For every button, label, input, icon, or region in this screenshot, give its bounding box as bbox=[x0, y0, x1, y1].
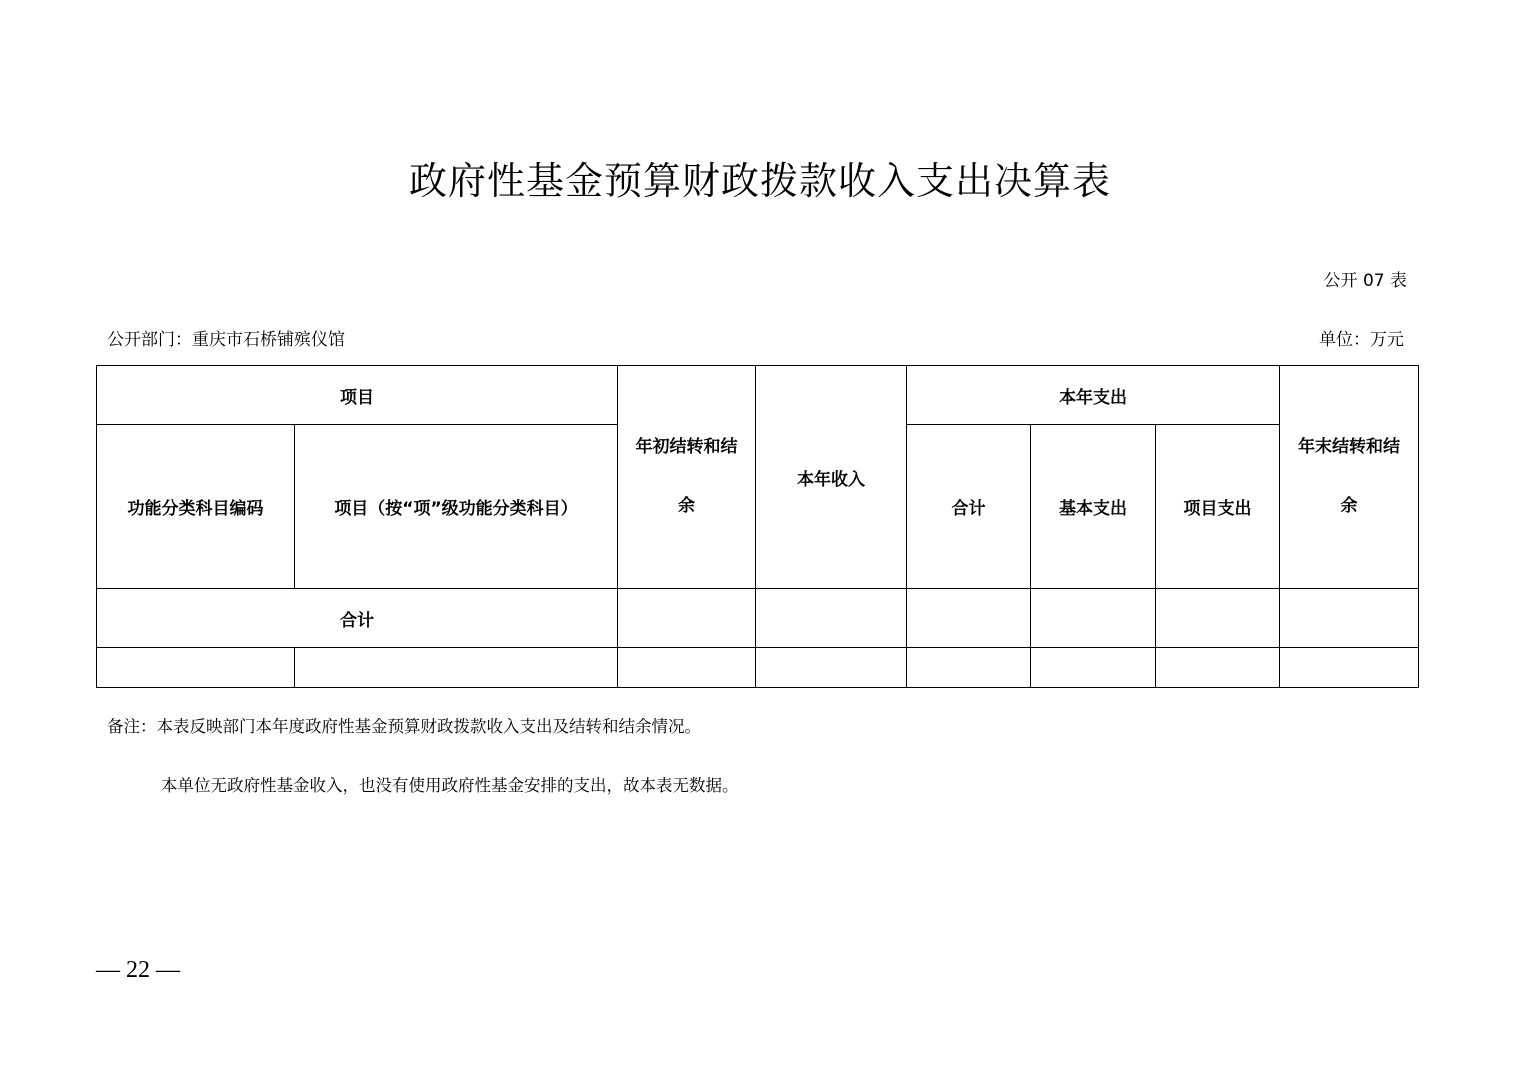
header-item-name: 项目（按“项”级功能分类科目） bbox=[295, 425, 618, 589]
header-code: 功能分类科目编码 bbox=[97, 425, 295, 589]
budget-table bbox=[96, 365, 1419, 688]
header-closing-balance-line1: 年末结转和结 bbox=[1298, 437, 1400, 457]
header-expense-group: 本年支出 bbox=[907, 366, 1280, 425]
unit-label: 单位：万元 bbox=[1319, 330, 1404, 350]
row-basic-expense bbox=[1031, 648, 1156, 688]
header-item-group: 项目 bbox=[97, 366, 618, 425]
total-basic-expense bbox=[1031, 589, 1156, 648]
row-name bbox=[295, 648, 618, 688]
header-project-expense: 项目支出 bbox=[1156, 425, 1280, 589]
header-opening-balance bbox=[618, 366, 756, 589]
row-project-expense bbox=[1156, 648, 1280, 688]
total-label: 合计 bbox=[97, 589, 618, 648]
total-opening-balance bbox=[618, 589, 756, 648]
header-opening-balance-line1: 年初结转和结 bbox=[635, 437, 738, 457]
header-closing-balance bbox=[1280, 366, 1419, 589]
row-expense-total bbox=[907, 648, 1031, 688]
total-closing-balance bbox=[1280, 589, 1419, 648]
note-line-1: 备注：本表反映部门本年度政府性基金预算财政拨款收入支出及结转和结余情况。 bbox=[107, 717, 701, 736]
header-basic-expense: 基本支出 bbox=[1031, 425, 1156, 589]
document-title: 政府性基金预算财政拨款收入支出决算表 bbox=[408, 159, 1111, 203]
row-opening-balance bbox=[618, 648, 756, 688]
row-closing-balance bbox=[1280, 648, 1419, 688]
total-expense-total bbox=[907, 589, 1031, 648]
department-label: 公开部门：重庆市石桥铺殡仪馆 bbox=[107, 330, 345, 350]
note-line-2: 本单位无政府性基金收入，也没有使用政府性基金安排的支出，故本表无数据。 bbox=[161, 776, 739, 795]
total-project-expense bbox=[1156, 589, 1280, 648]
header-expense-total: 合计 bbox=[907, 425, 1031, 589]
page-number: — 22 — bbox=[96, 957, 180, 983]
row-code bbox=[97, 648, 295, 688]
header-closing-balance-line2: 余 bbox=[1340, 496, 1358, 516]
row-income bbox=[756, 648, 907, 688]
header-income: 本年收入 bbox=[756, 366, 907, 589]
total-row bbox=[97, 589, 1419, 648]
form-number: 公开 07 表 bbox=[1323, 271, 1407, 291]
total-income bbox=[756, 589, 907, 648]
table-row bbox=[97, 648, 1419, 688]
header-opening-balance-line2: 余 bbox=[678, 496, 695, 516]
